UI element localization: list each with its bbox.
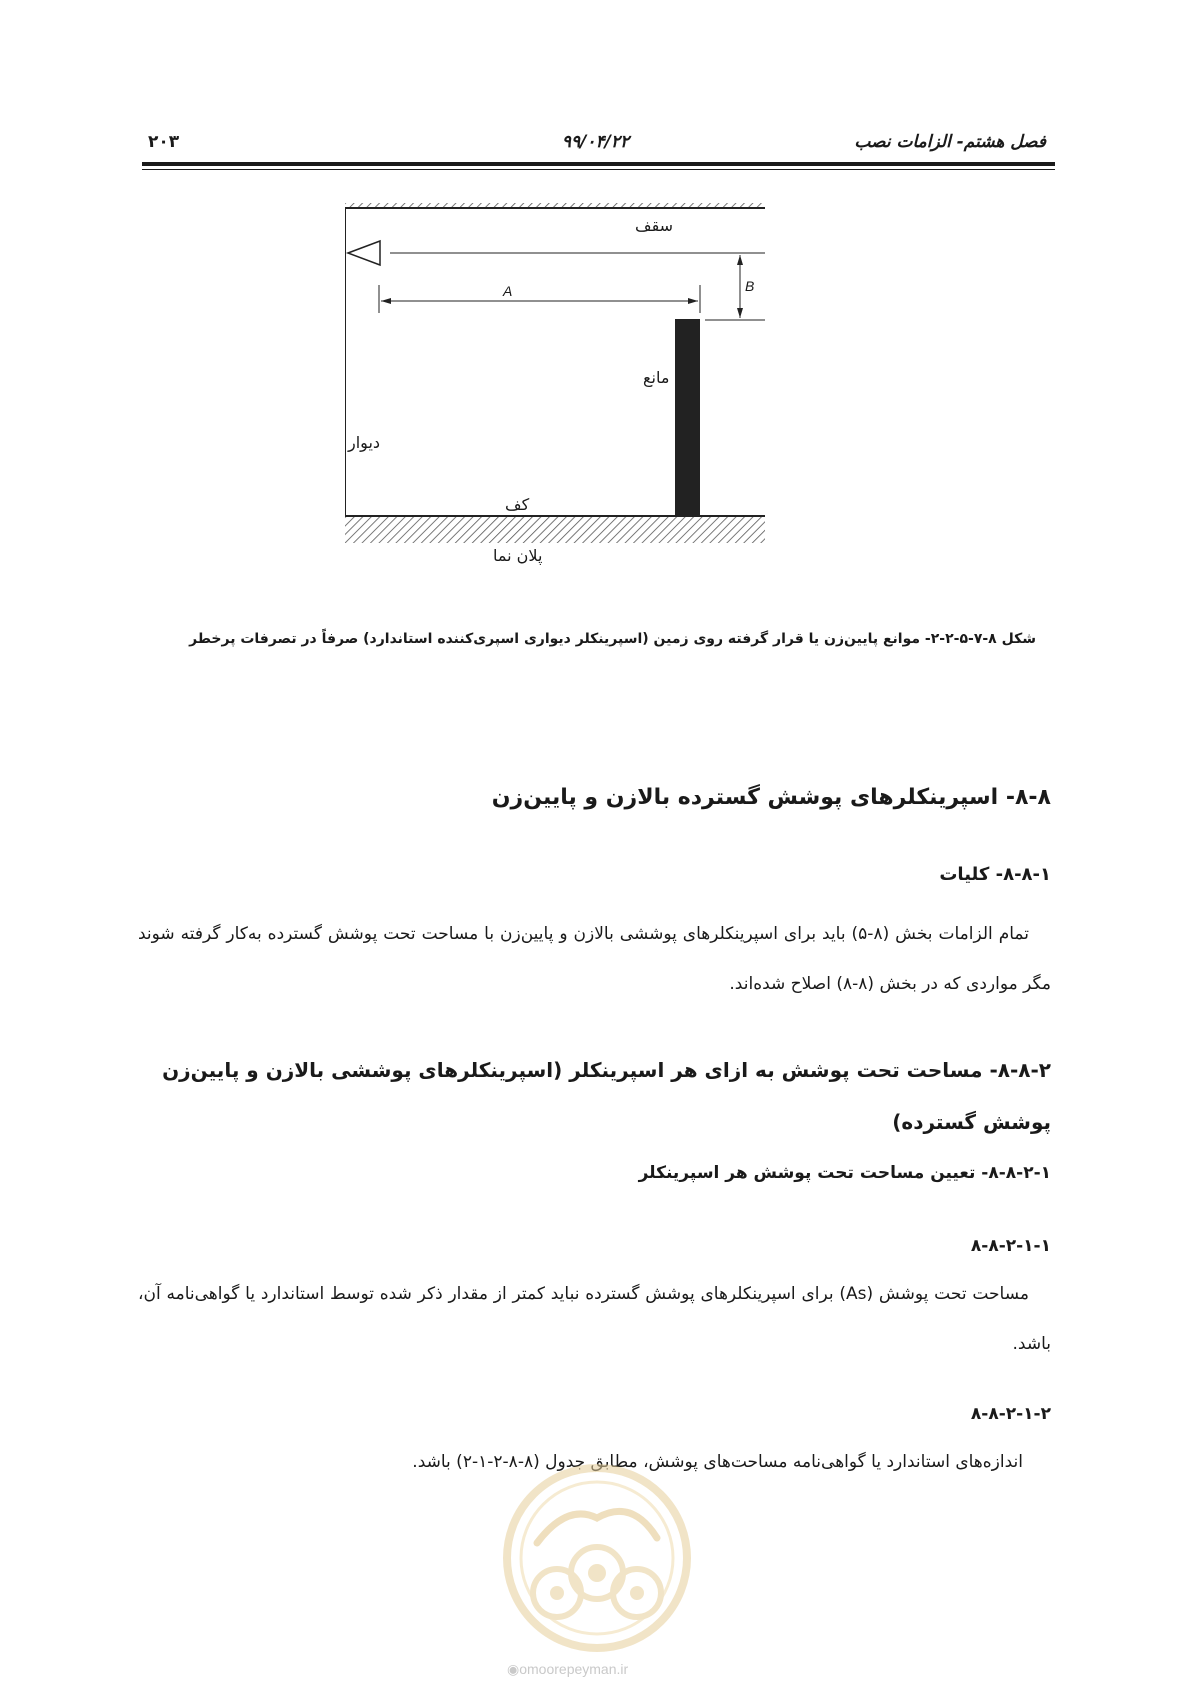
watermark-url [507, 1661, 628, 1678]
obstruction-bar [675, 319, 700, 516]
watermark-logo [497, 1448, 697, 1688]
diagram-svg [345, 203, 825, 613]
chapter-title: فصل هشتم- الزامات نصب [854, 132, 1046, 152]
paragraph-8-8-1-text: تمام الزامات بخش (۸-۵) باید برای اسپرینکلرهای پوششی بالازن و پایین‌زن با مساحت تحت پوشش گسترده به‌کار گرفته شوند مگر مواردی که در بخش (۸-۸) اصلاح شده‌اند. [138, 924, 1051, 994]
header-rule-thin [142, 169, 1055, 170]
watermark-url-text: omoorepeyman.ir [519, 1661, 629, 1677]
paragraph-8-8-2-1-2: اندازه‌های استاندارد یا گواهی‌نامه مساحت‌های پوشش، مطابق جدول (۸-۸-۲-۱-۲) باشد. [412, 1452, 1023, 1472]
section-heading-8-8-2: ۸-۸-۲- مساحت تحت پوشش به ازای هر اسپرینکلر (اسپرینکلرهای پوششی بالازن و پایین‌زن پوشش گسترده) [162, 1058, 1051, 1134]
paragraph-8-8-2-1-1-text: مساحت تحت پوشش (As) برای اسپرینکلرهای پوشش گسترده نباید کمتر از مقدار ذکر شده توسط استاندارد یا گواهی‌نامه آن، باشد. [138, 1284, 1051, 1354]
header-date: ۹۹/۰۴/۲۲ [561, 132, 630, 152]
label-wall: دیوار [348, 433, 381, 452]
paragraph-8-8-2-1-1 [138, 1269, 1051, 1369]
floor-hatch [345, 516, 765, 543]
section-heading-8-8-2-1: ۸-۸-۲-۱- تعیین مساحت تحت پوشش هر اسپرینکلر [638, 1163, 1051, 1183]
label-obstruction: مانع [643, 368, 670, 387]
sprinkler-icon [348, 241, 380, 265]
paragraph-8-8-1 [138, 909, 1051, 1009]
watermark-icon: ◉ [507, 1661, 520, 1677]
header-rule-thick [142, 162, 1055, 166]
label-dimension-b: B [745, 278, 755, 294]
label-dimension-a: A [503, 283, 513, 299]
label-plan-view: پلان نما [493, 546, 543, 565]
figure-obstruction-diagram [345, 203, 825, 613]
figure-caption: شکل ۸-۷-۵-۲-۲- موانع پایین‌زن یا قرار گرفته روی زمین (اسپرینکلر دیواری اسپری‌کننده استاندارد) صرفاً در تصرفات پرخطر [189, 631, 1036, 647]
section-heading-8-8-1: ۸-۸-۱- کلیات [939, 864, 1051, 885]
section-heading-8-8-2-1-1: ۸-۸-۲-۱-۱ [970, 1236, 1051, 1256]
label-ceiling: سقف [635, 216, 674, 235]
page-number: ۲۰۳ [148, 132, 180, 152]
section-heading-8-8: ۸-۸- اسپرینکلرهای پوشش گسترده بالازن و پایین‌زن [491, 785, 1051, 810]
label-floor: کف [505, 495, 530, 514]
section-heading-8-8-2-1-2: ۸-۸-۲-۱-۲ [970, 1404, 1051, 1424]
